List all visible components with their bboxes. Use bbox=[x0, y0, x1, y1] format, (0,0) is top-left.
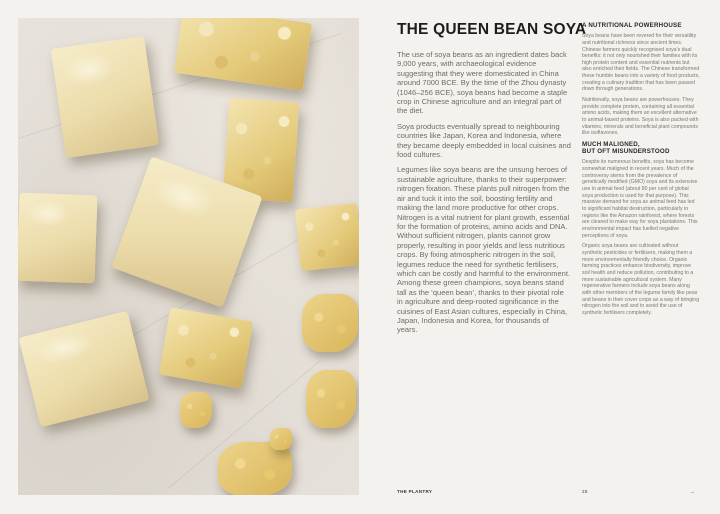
sidebar-heading bbox=[582, 141, 700, 155]
article-title: THE QUEEN BEAN SOYA bbox=[397, 21, 587, 38]
page-number: 25 bbox=[582, 489, 588, 494]
silken-tofu-block bbox=[19, 311, 150, 427]
sidebar-heading-line: BUT OFT MISUNDERSTOOD bbox=[582, 148, 670, 156]
sidebar-paragraph: Nutritionally, soya beans are powerhouses. They provide complete protein, containing all essential amino acids, making them an excellent alternative to animal-based proteins. Soya is also packed with vitamins, minerals and beneficial plant compounds like isoflavones. bbox=[582, 97, 699, 137]
tofu-crumb bbox=[306, 370, 356, 428]
silken-tofu-block bbox=[18, 193, 98, 284]
sidebar-paragraph: Despite its numerous benefits, soya has become somewhat maligned in recent years. Much of the controversy stems from the prevalence of genetically modified (GMO) soya and its extensive use in animal feed (about 80 per cent of global soya production is used for that purpose). This massive demand for soya as animal feed has led to significant habitat destruction, particularly in regions like the Amazon rainforest, where forests are cleared to make way for soya plantations. This environmental impact has fuelled negative perceptions of soya. bbox=[582, 159, 698, 239]
tofu-crumb bbox=[270, 428, 292, 450]
sidebar-heading: A NUTRITIONAL POWERHOUSE bbox=[582, 22, 682, 29]
tofu-crumb bbox=[302, 294, 358, 352]
body-paragraph: The use of soya beans as an ingredient dates back 9,000 years, with archaeological evidence suggesting that they were domesticated in China around 7000 BCE. By the time of the Zhou dynasty (1046–256 BCE), soya beans had become a staple crop in Chinese agriculture and an integral part of the diet. bbox=[397, 50, 568, 116]
sidebar-paragraph: Soya beans have been revered for their versatility and nutritional richness since ancient times. Chinese farmers quickly recognised soya’s dual benefits: it not only nourished their families with its high protein content and essential nutrients but also enriched their fields. The Chinese transformed these humble beans into a variety of food products, creating a culinary tradition that has been passed down through generations. bbox=[582, 33, 700, 93]
tofu-photo bbox=[18, 18, 359, 495]
tofu-crumb bbox=[180, 392, 212, 428]
silken-tofu-block bbox=[51, 36, 159, 158]
sidebar-paragraph: Organic soya beans are cultivated without synthetic pesticides or fertilisers, making them a more environmentally friendly choice. Organic farming practices enhance biodiversity, improve soil health and reduce pollution, contributing to a more sustainable agricultural system. Many regenerative farmers include soya beans along with other members of the legume family like peas and beans in their cover crops as a way of bringing nitrogen into the soil and to avoid the use of synthetic fertilisers completely. bbox=[582, 243, 700, 316]
next-page-arrow-icon: → bbox=[690, 489, 695, 494]
firm-tofu-block bbox=[295, 203, 359, 271]
running-footer-title: THE PLANTRY bbox=[397, 489, 433, 494]
body-paragraph: Soya products eventually spread to neighbouring countries like Japan, Korea and Indonesia, where they became deeply embedded in local cuisines and food cultures. bbox=[397, 121, 571, 160]
body-paragraph: Legumes like soya beans are the unsung heroes of sustainable agriculture, thanks to their superpower: nitrogen fixation. These plants pull nitrogen from the air and tuck it into the soil, boosting fertility and making the land more productive for other crops. Nitrogen is a vital nutrient for plant growth, essential for the formation of proteins, amino acids and DNA. Without sufficient nitrogen, plants cannot grow properly, resulting in poor yields and less nutritious crops. By fixing atmospheric nitrogen in the soil, legumes reduce the need for synthetic fertilisers, which can be costly and harmful to the environment. Among these green champions, soya beans stand tall as the ‘queen bean’, thanks to their pivotal role in agriculture and deep-rooted significance in the cuisines of East Asian cultures, especially in China, Japan, Indonesia and Korea, for thousands of years. bbox=[397, 165, 571, 335]
firm-tofu-block bbox=[159, 307, 254, 389]
article-body bbox=[397, 50, 571, 341]
sidebar-heading-line: MUCH MALIGNED, bbox=[582, 141, 640, 149]
sidebar bbox=[582, 22, 700, 321]
